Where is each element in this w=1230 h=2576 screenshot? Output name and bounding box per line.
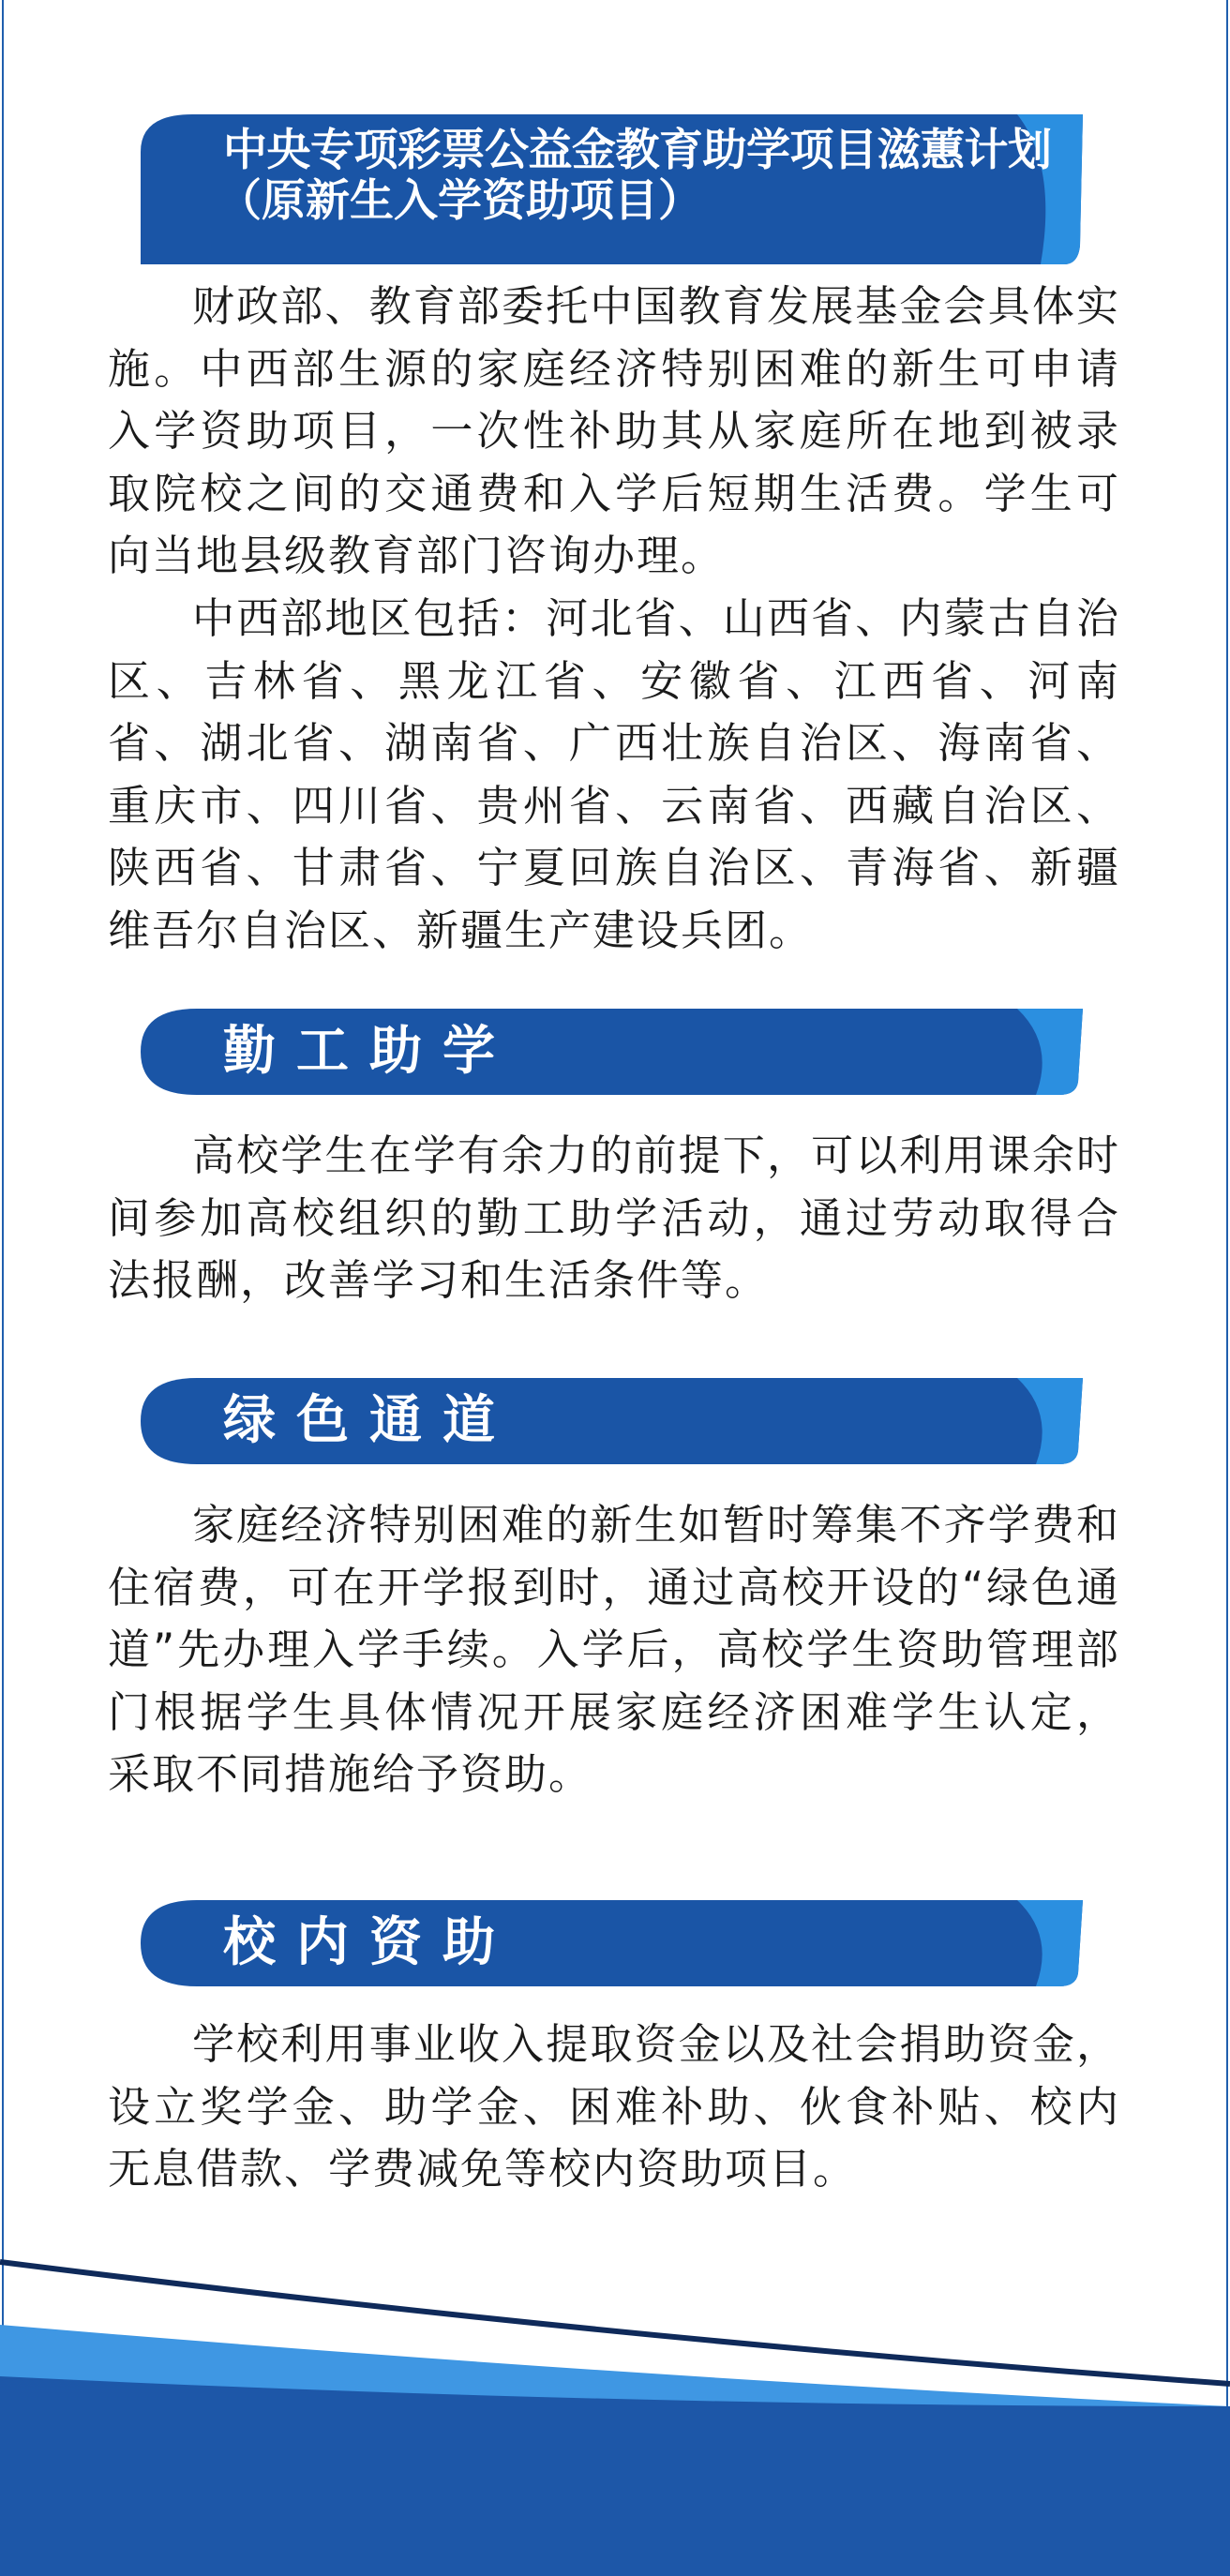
section-3-paragraph-1: 家庭经济特别困难的新生如暂时筹集不齐学费和住宿费，可在开学报到时，通过高校开设的“绿色通道”先办理入学手续。入学后，高校学生资助管理部门根据学生具体情况开展家庭经济困难学生认定，采取不同措施给予资助。 [108, 1500, 1120, 1799]
section-1-subtitle: （原新生入学资助项目） [218, 175, 702, 227]
footer-wave-decoration [0, 2236, 1230, 2576]
section-1-title: 中央专项彩票公益金教育助学项目滋蕙计划 [223, 125, 1052, 176]
section-2-paragraph-1: 高校学生在学有余力的前提下，可以利用课余时间参加高校组织的勤工助学活动，通过劳动取得合法报酬，改善学习和生活条件等。 [108, 1131, 1120, 1305]
right-border [1226, 0, 1228, 2576]
section-4-title: 校内资助 [223, 1912, 516, 1973]
section-1-paragraph-1: 财政部、教育部委托中国教育发展基金会具体实施。中西部生源的家庭经济特别困难的新生可申请入学资助项目，一次性补助其从家庭所在地到被录取院校之间的交通费和入学后短期生活费。学生可向当地县级教育部门咨询办理。 [108, 281, 1120, 580]
section-3-banner [141, 1378, 1083, 1464]
section-2-title: 勤工助学 [223, 1021, 516, 1082]
section-2-banner [141, 1009, 1083, 1095]
section-4-paragraph-1: 学校利用事业收入提取资金以及社会捐助资金，设立奖学金、助学金、困难补助、伙食补贴、校内无息借款、学费减免等校内资助项目。 [108, 2019, 1120, 2194]
left-border [2, 0, 4, 2576]
section-1-banner [141, 114, 1083, 264]
section-3-title: 绿色通道 [223, 1390, 516, 1451]
section-4-banner [141, 1900, 1083, 1986]
section-1-paragraph-2: 中西部地区包括：河北省、山西省、内蒙古自治区、吉林省、黑龙江省、安徽省、江西省、河南省、湖北省、湖南省、广西壮族自治区、海南省、重庆市、四川省、贵州省、云南省、西藏自治区、陕西省、甘肃省、宁夏回族自治区、青海省、新疆维吾尔自治区、新疆生产建设兵团。 [108, 593, 1120, 955]
